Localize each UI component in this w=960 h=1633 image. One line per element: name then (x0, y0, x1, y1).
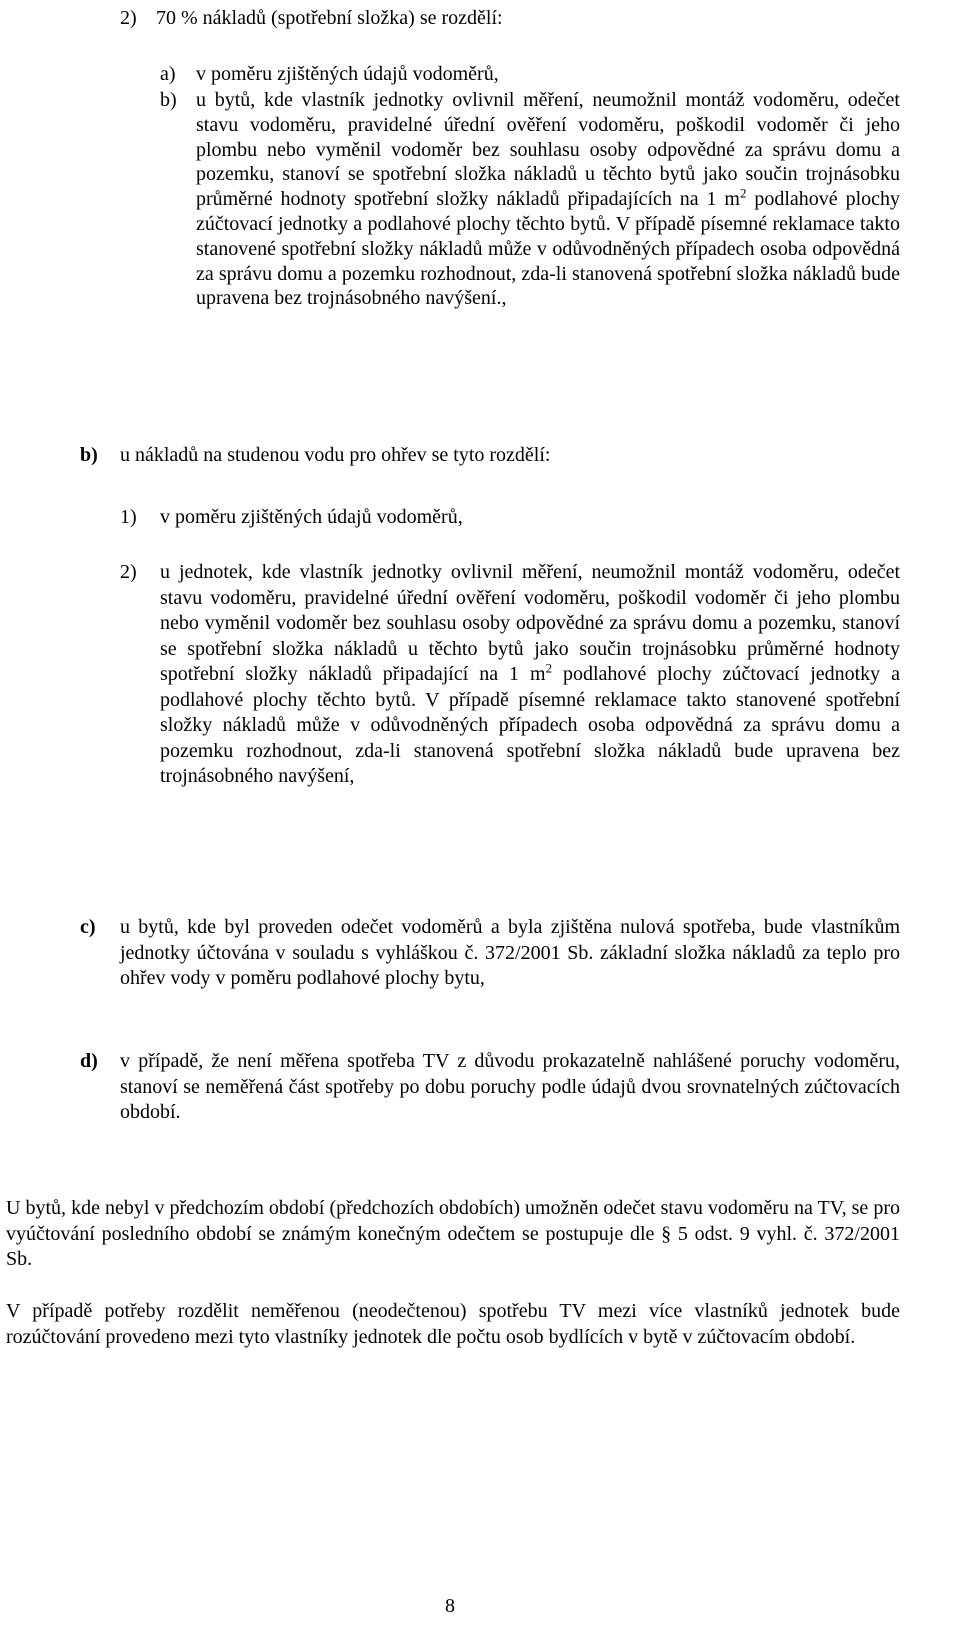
superscript: 2 (740, 185, 747, 201)
list-marker: 1) (120, 506, 137, 528)
list-marker: b) (160, 89, 177, 111)
list-item-d (80, 1049, 900, 1126)
list-marker: 2) (120, 7, 137, 29)
list-marker: d) (80, 1050, 98, 1072)
list-item-text: u bytů, kde byl proveden odečet vodoměrů a byla zjištěna nulová spotřeba, bude vlastníkům jednotky účtována v souladu s vyhláškou č. 372/2001 Sb. základní složka nákladů za teplo pro ohřev vody v poměru podlahové plochy bytu, (120, 916, 900, 989)
list-marker: c) (80, 916, 96, 938)
list-item-text-part1: u jednotek, kde vlastník jednotky ovlivnil měření, neumožnil montáž vodoměru, odečet stavu vodoměru, pravidelné úřední ověření vodoměru, poškodil vodoměr či jeho plombu nebo vyměnil vodoměr bez souhlasu osoby odpovědné za správu domu a pozemku, stanoví se spotřební složka nákladů u těchto bytů jako součin trojnásobku průměrné hodnoty spotřební složky nákladů připadající na 1 m (160, 561, 900, 685)
superscript: 2 (545, 660, 553, 676)
paragraph-unmeasured-consumption: V případě potřeby rozdělit neměřenou (neodečtenou) spotřebu TV mezi více vlastníků jednotek bude rozúčtování provedeno mezi tyto vlastníky jednotek dle počtu osob bydlících v bytě v zúčtovacím období. (6, 1300, 900, 1348)
list-marker: b) (80, 444, 98, 466)
list-item-text: v poměru zjištěných údajů vodoměrů, (196, 63, 499, 85)
list-item-text: 70 % nákladů (spotřební složka) se rozdělí: (156, 7, 503, 29)
list-item-a (160, 62, 900, 87)
list-marker: 2) (120, 561, 137, 583)
list-item-cold-water (80, 443, 900, 468)
paragraph-previous-period: U bytů, kde nebyl v předchozím období (předchozích obdobích) umožněn odečet stavu vodoměru na TV, se pro vyúčtování posledního období se známým konečným odečtem se postupuje dle § 5 odst. 9 vyhl. č. 372/2001 Sb. (6, 1197, 900, 1270)
list-item-text (160, 560, 900, 790)
list-item-b2 (120, 560, 900, 790)
list-item-text-part2: podlahové plochy zúčtovací jednotky a podlahové plochy těchto bytů. V případě písemné reklamace takto stanovené spotřební složky nákladů může v odůvodněných případech osoba odpovědná za správu domu a pozemku rozhodnout, zda-li stanovená spotřební složka nákladů bude upravena bez trojnásobného navýšení., (196, 188, 900, 310)
list-item-2 (120, 6, 900, 31)
list-item-text-part1: u bytů, kde vlastník jednotky ovlivnil měření, neumožnil montáž vodoměru, odečet stavu vodoměru, pravidelné úřední ověření vodoměru, poškodil vodoměr či jeho plombu nebo vyměnil vodoměr bez souhlasu osoby odpovědné za správu domu a pozemku, stanoví se spotřební složka nákladů u těchto bytů jako součin trojnásobku průměrné hodnoty spotřební složky nákladů připadajících na 1 m (196, 89, 900, 211)
list-item-c (80, 915, 900, 992)
list-item-text: u nákladů na studenou vodu pro ohřev se tyto rozdělí: (120, 444, 551, 466)
list-item-text-part2: podlahové plochy zúčtovací jednotky a podlahové plochy těchto bytů. V případě písemné reklamace takto stanovené spotřební složky nákladů může v odůvodněných případech osoba odpovědná za správu domu a pozemku rozhodnout, zda-li stanovená spotřební složka nákladů bude upravena bez trojnásobného navýšení, (160, 663, 900, 787)
list-item-text (196, 88, 900, 311)
list-marker: a) (160, 63, 176, 85)
list-item-b (160, 88, 900, 311)
list-item-text: v případě, že není měřena spotřeba TV z důvodu prokazatelně nahlášené poruchy vodoměru, stanoví se neměřená část spotřeby po dobu poruchy podle údajů dvou srovnatelných zúčtovacích období. (120, 1050, 900, 1123)
list-item-b1 (120, 505, 900, 530)
list-item-text: v poměru zjištěných údajů vodoměrů, (160, 506, 463, 528)
page-number: 8 (445, 1595, 455, 1617)
